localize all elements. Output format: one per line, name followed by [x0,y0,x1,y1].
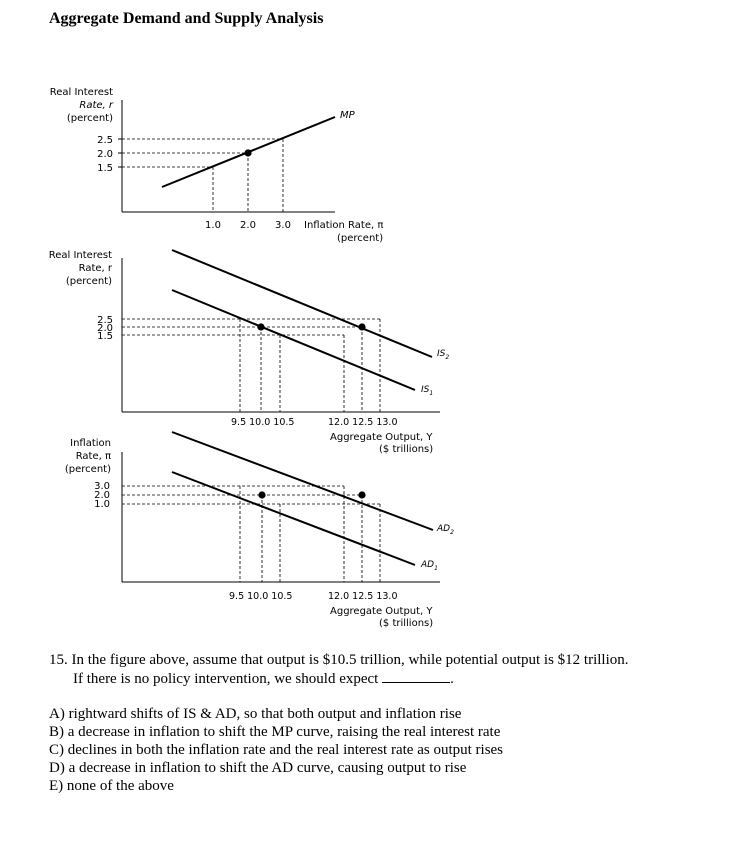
question-stem [49,651,729,688]
is-ylabel-2: Rate, r [78,263,112,274]
ad-ylabel-3: (percent) [64,464,111,475]
is2-curve [172,250,432,357]
ad-guides [122,486,380,582]
ad-ylabel-2: Rate, π [75,451,111,462]
option-e[interactable]: E) none of the above [49,778,174,794]
is1-label: $IS_1$ [421,385,434,397]
is-guides [122,319,380,412]
mp-curve-label: MP [340,110,355,121]
is2-point [358,323,365,330]
mp-xtick-10: 1.0 [205,220,221,231]
mp-ylabel-1: Real Interest [49,87,113,98]
ad-ytick-10: 1.0 [94,499,110,510]
mp-xtick-30: 3.0 [275,220,291,231]
is-xlabel-2: ($ trillions) [379,444,434,455]
ad2-label: $AD_2$ [437,524,454,536]
mp-ytick-15: 1.5 [97,163,113,174]
is-ylabel-1: Real Interest [48,250,112,261]
is-xticks-left: 9.5 10.0 10.5 [231,417,295,428]
ad-ytick-20: 2.0 [94,490,110,501]
is-ytick-15: 1.5 [97,331,113,342]
ad1-point [258,491,265,498]
mp-panel [50,87,384,244]
is-panel [49,250,450,455]
page-title: Aggregate Demand and Supply Analysis [49,10,324,27]
option-c[interactable]: C) declines in both the inflation rate and the real interest rate as output rises [49,742,504,758]
option-b[interactable]: B) a decrease in inflation to shift the MP curve, raising the real interest rate [49,724,501,740]
is-ylabel-3: (percent) [65,276,112,287]
question-line-1: 15. In the figure above, assume that output is $10.5 trillion, while potential output is $12 trillion. [49,652,629,668]
option-d[interactable]: D) a decrease in inflation to shift the AD curve, causing output to rise [49,760,467,776]
mp-ytick-20: 2.0 [97,149,113,160]
mp-guides [122,139,283,212]
answer-options [49,705,729,795]
is-xticks-right: 12.0 12.5 13.0 [328,417,398,428]
is-ytick-25: 2.5 [97,315,113,326]
question-line-2: If there is no policy intervention, we should expect . [73,671,454,687]
ad-ytick-30: 3.0 [94,481,110,492]
ad-ylabel-1: Inflation [70,438,111,449]
is1-curve [172,290,415,390]
is-ytick-20: 2.0 [97,323,113,334]
ad-xticks-right: 12.0 12.5 13.0 [328,591,398,602]
mp-xtick-20: 2.0 [240,220,256,231]
answer-blank [382,669,450,683]
ad-xticks-left: 9.5 10.0 10.5 [229,591,293,602]
is1-point [257,323,264,330]
mp-equilibrium-point [244,149,251,156]
mp-ytick-25: 2.5 [97,135,113,146]
mp-xlabel-2: (percent) [337,233,384,244]
is-xlabel-1: Aggregate Output, Y [330,432,433,443]
mp-ylabel-2: Rate, r [79,100,113,111]
mp-ylabel-3: (percent) [66,113,113,124]
mp-xlabel-1: Inflation Rate, π [304,220,384,231]
ad-panel [65,432,454,629]
ad1-label: $AD_1$ [421,560,438,572]
ad-xlabel-2: ($ trillions) [379,618,434,629]
is2-label: $IS_2$ [437,349,450,361]
ad2-point [358,491,365,498]
option-a[interactable]: A) rightward shifts of IS & AD, so that both output and inflation rise [49,706,462,722]
ad-xlabel-1: Aggregate Output, Y [330,606,433,617]
